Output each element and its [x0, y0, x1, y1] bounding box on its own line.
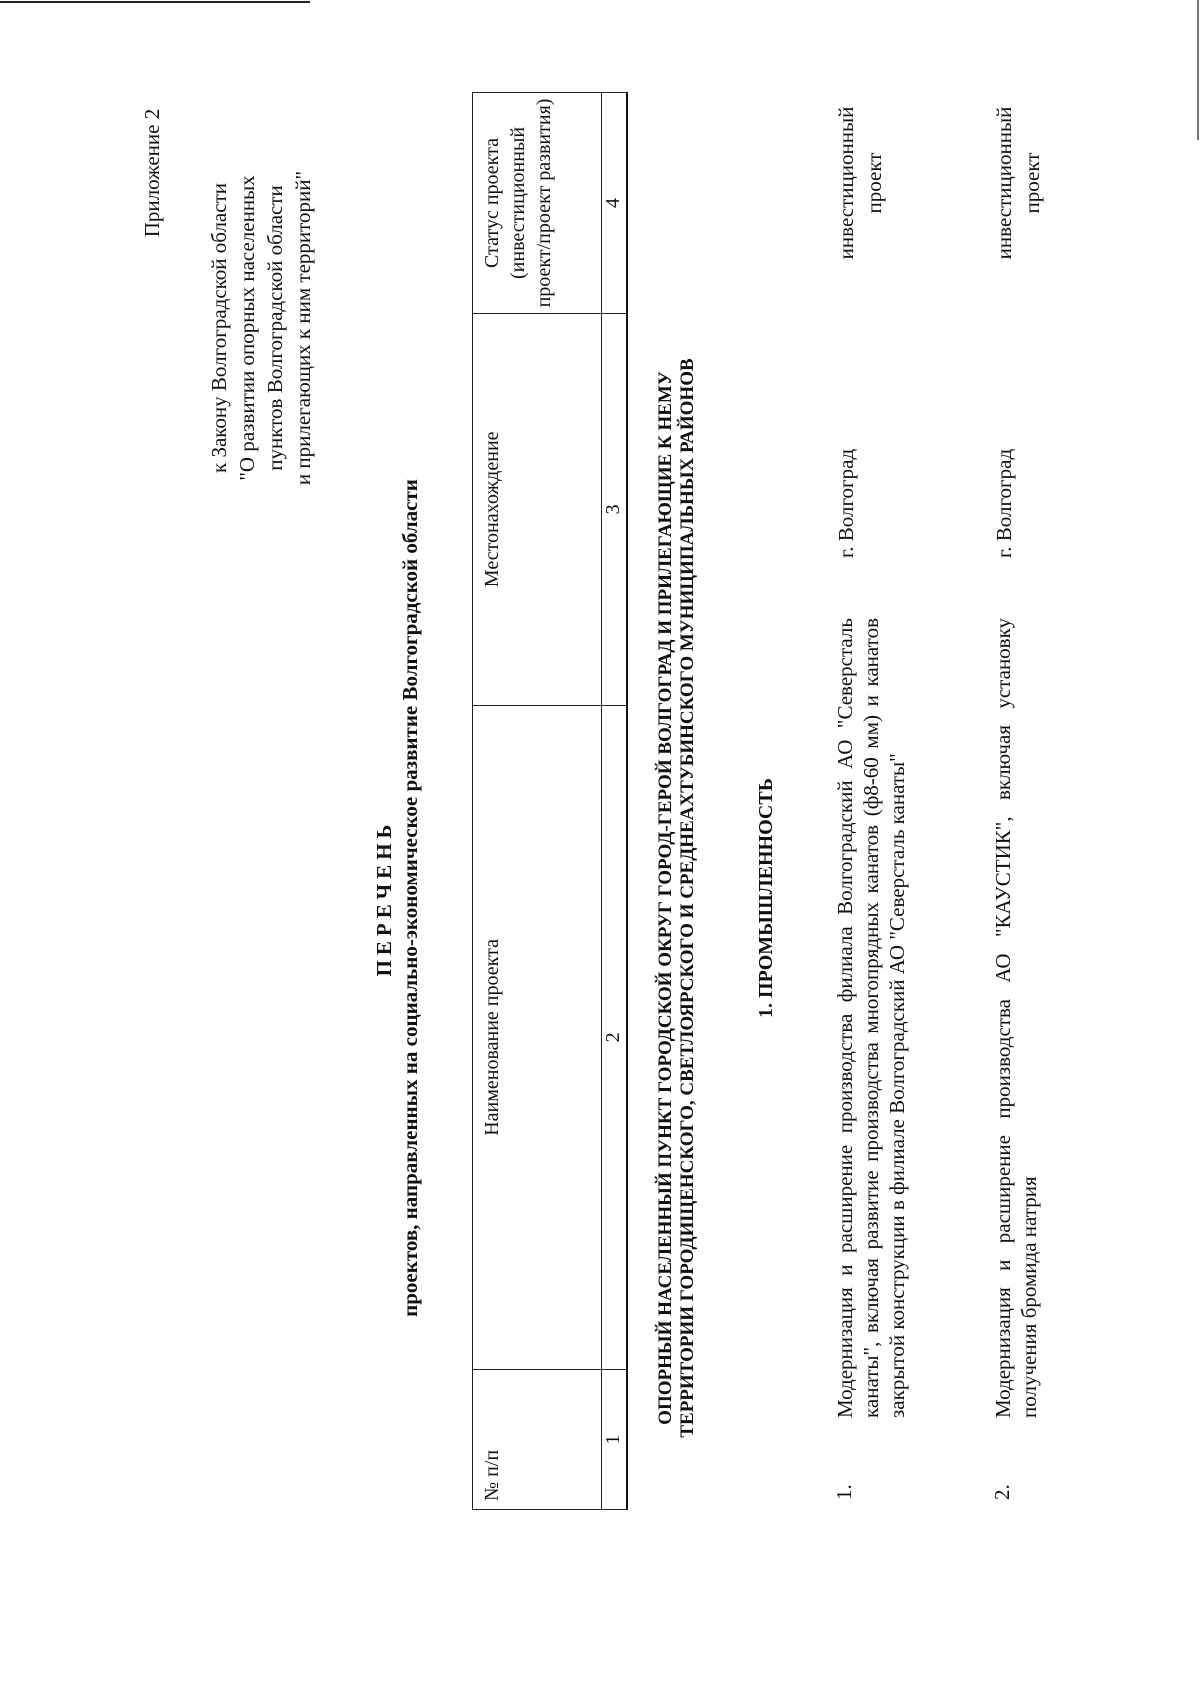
section-heading: 1. ПРОМЫШЛЕННОСТЬ: [755, 778, 777, 1018]
law-line: "О развитии опорных населенных: [235, 175, 259, 481]
region-heading-line: ОПОРНЫЙ НАСЕЛЕННЫЙ ПУНКТ ГОРОДСКОЙ ОКРУГ ГОРОД-ГЕРОЙ ВОЛГОГРАД И ПРИЛЕГАЮЩИЕ К НЕМУ: [655, 371, 676, 1425]
project-name: Модернизация и расширение производства АО "КАУСТИК", включая установку получения бромида натрия: [991, 618, 1041, 1418]
project-name: Модернизация и расширение производства филиала Волгоградский АО "Северсталь канаты", включая развитие производства многопрядных канатов (ф8-60 мм) и канатов закрытой конструкции в филиале Волгоградский АО "Северсталь канаты": [833, 618, 909, 1418]
column-header-status: Статус проекта (инвестиционный проект/проект развития): [473, 93, 602, 314]
column-number: 3: [602, 313, 628, 705]
project-location: г. Волгоград: [992, 448, 1016, 558]
document-title: ПЕРЕЧЕНЬ: [372, 819, 396, 977]
project-status: инвестиционный проект: [992, 106, 1044, 260]
row-number: 1.: [832, 1484, 856, 1500]
region-heading: [655, 348, 699, 1448]
project-location: г. Волгоград: [834, 448, 858, 558]
region-heading-line: ТЕРРИТОРИИ ГОРОДИЩЕНСКОГО, СВЕТЛОЯРСКОГО И СРЕДНЕАХТУБИНСКОГО МУНИЦИПАЛЬНЫХ РАЙОНОВ: [677, 358, 698, 1438]
column-number: 2: [602, 705, 628, 1369]
document-subtitle: проектов, направленных на социально-экономическое развитие Волгоградской области: [398, 479, 422, 1317]
column-header-number: № п/п: [473, 1370, 602, 1510]
row-number: 2.: [990, 1484, 1014, 1500]
law-line: пунктов Волгоградской области: [263, 185, 287, 471]
column-header-name: Наименование проекта: [473, 705, 602, 1369]
project-status: инвестиционный проект: [834, 106, 886, 260]
column-header-location: Местонахождение: [473, 313, 602, 705]
law-line: к Закону Волгоградской области: [207, 183, 231, 473]
projects-table-header: [472, 92, 628, 1510]
column-number: 1: [602, 1370, 628, 1510]
column-number: 4: [602, 93, 628, 314]
law-reference: [205, 118, 317, 538]
law-line: и прилегающих к ним территорий": [291, 170, 315, 486]
appendix-label: Приложение 2: [140, 108, 164, 238]
